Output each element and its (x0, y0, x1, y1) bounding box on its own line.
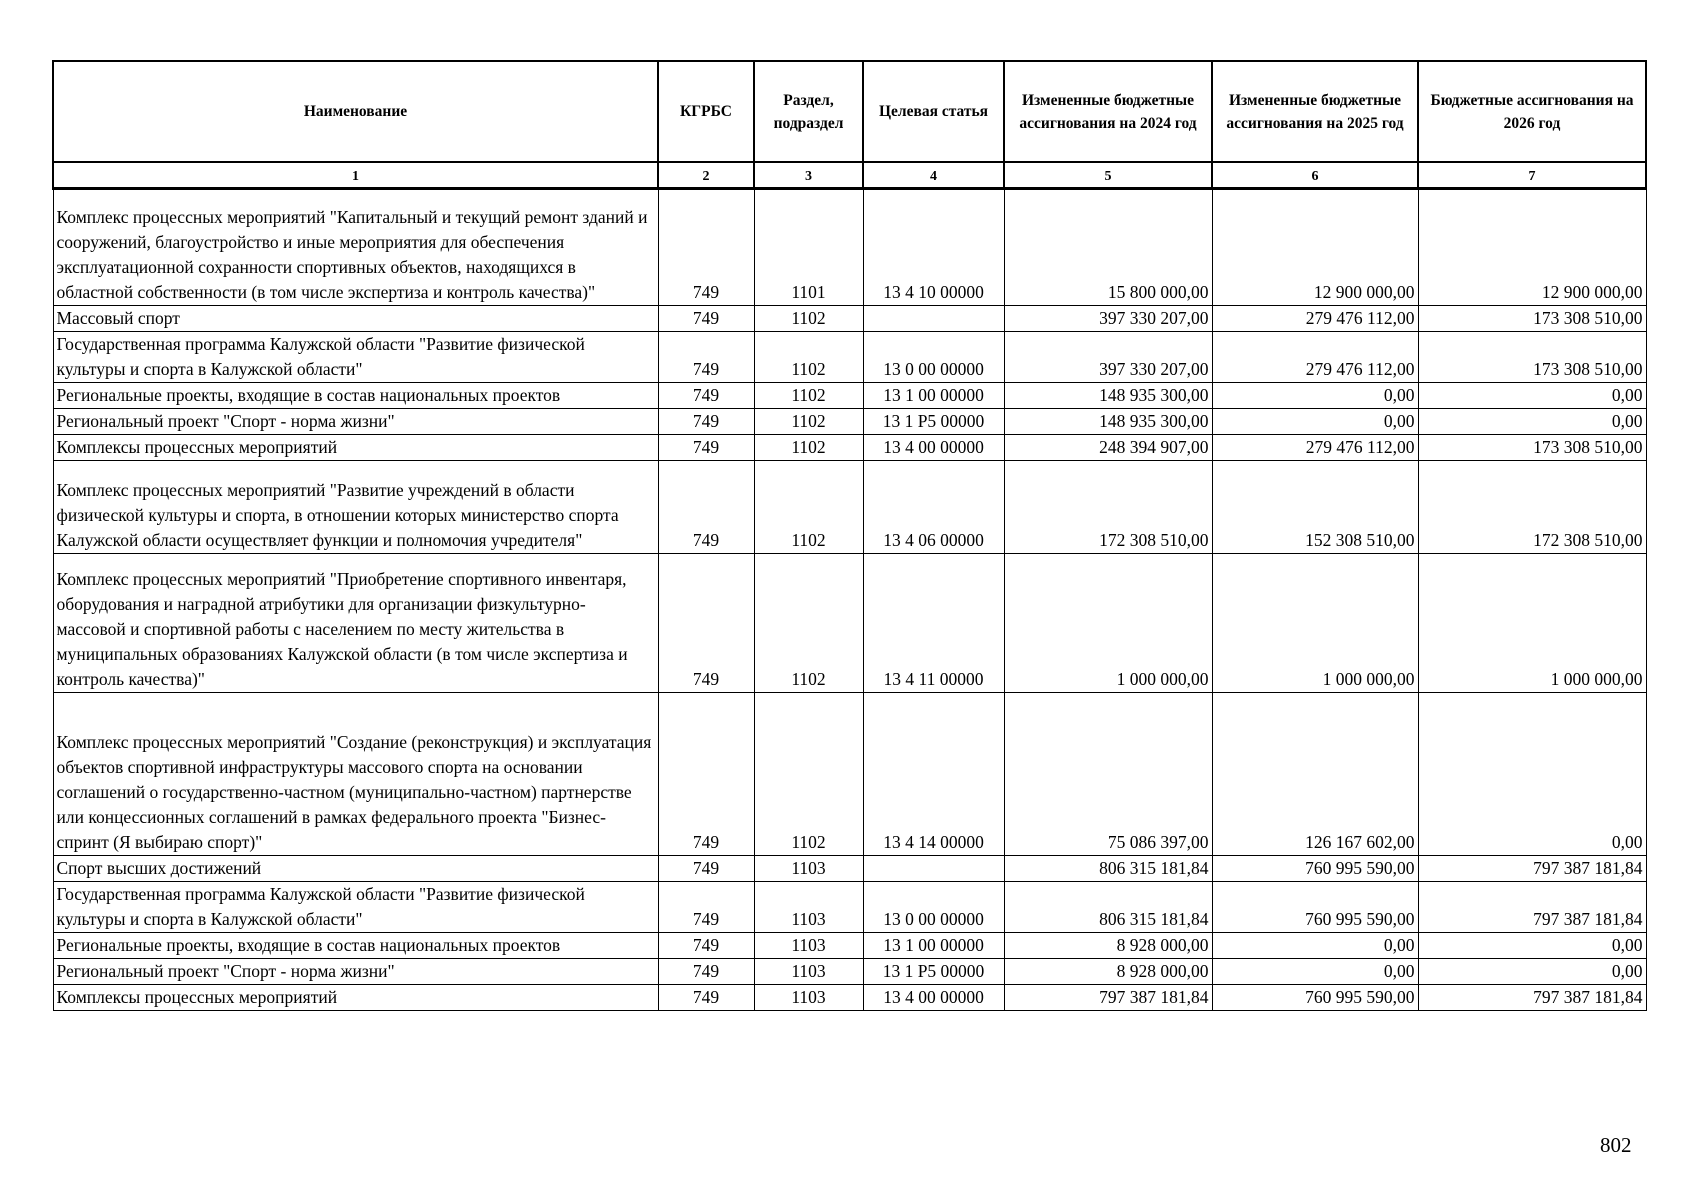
header-2025: Измененные бюджетные ассигнования на 2025 год (1212, 61, 1418, 162)
page-number: 802 (1600, 1133, 1632, 1157)
row-amount-2024: 797 387 181,84 (1004, 985, 1212, 1011)
header-section: Раздел, подраздел (754, 61, 863, 162)
header-2024: Измененные бюджетные ассигнования на 2024 год (1004, 61, 1212, 162)
table-row (53, 554, 1646, 693)
row-target: 13 0 00 00000 (863, 882, 1004, 933)
row-amount-2025: 0,00 (1212, 933, 1418, 959)
row-amount-2026: 173 308 510,00 (1418, 306, 1646, 332)
table-row (53, 435, 1646, 461)
row-amount-2025: 152 308 510,00 (1212, 461, 1418, 554)
row-target: 13 4 14 00000 (863, 693, 1004, 856)
row-amount-2026: 797 387 181,84 (1418, 882, 1646, 933)
table-row (53, 985, 1646, 1011)
row-amount-2024: 148 935 300,00 (1004, 383, 1212, 409)
row-name: Комплекс процессных мероприятий "Приобретение спортивного инвентаря, оборудования и наградной атрибутики для организации физкультурно-массовой и спортивной работы с населением по месту жительства в муниципальных образованиях Калужской области (в том числе экспертиза и контроль качества)" (53, 554, 658, 693)
row-name: Региональные проекты, входящие в состав национальных проектов (53, 933, 658, 959)
row-name: Спорт высших достижений (53, 856, 658, 882)
row-amount-2026: 0,00 (1418, 933, 1646, 959)
row-section: 1103 (754, 882, 863, 933)
header-kgrbs: КГРБС (658, 61, 754, 162)
table-row (53, 693, 1646, 856)
table-row (53, 189, 1646, 306)
row-amount-2024: 806 315 181,84 (1004, 856, 1212, 882)
column-number: 6 (1212, 162, 1418, 189)
row-target (863, 306, 1004, 332)
row-amount-2024: 8 928 000,00 (1004, 959, 1212, 985)
row-amount-2024: 15 800 000,00 (1004, 189, 1212, 306)
row-section: 1102 (754, 461, 863, 554)
row-kgrbs: 749 (658, 435, 754, 461)
row-target: 13 4 11 00000 (863, 554, 1004, 693)
header-row (53, 61, 1646, 162)
row-amount-2024: 1 000 000,00 (1004, 554, 1212, 693)
row-amount-2024: 248 394 907,00 (1004, 435, 1212, 461)
row-amount-2026: 173 308 510,00 (1418, 332, 1646, 383)
table-row (53, 856, 1646, 882)
row-kgrbs: 749 (658, 985, 754, 1011)
row-section: 1103 (754, 959, 863, 985)
row-amount-2026: 172 308 510,00 (1418, 461, 1646, 554)
row-kgrbs: 749 (658, 882, 754, 933)
row-target: 13 4 06 00000 (863, 461, 1004, 554)
row-amount-2026: 173 308 510,00 (1418, 435, 1646, 461)
header-target: Целевая статья (863, 61, 1004, 162)
column-number: 3 (754, 162, 863, 189)
row-amount-2026: 0,00 (1418, 959, 1646, 985)
row-section: 1103 (754, 856, 863, 882)
row-amount-2026: 797 387 181,84 (1418, 985, 1646, 1011)
table-row (53, 332, 1646, 383)
row-name: Комплекс процессных мероприятий "Развитие учреждений в области физической культуры и спорта, в отношении которых министерство спорта Калужской области осуществляет функции и полномочия учредителя" (53, 461, 658, 554)
row-amount-2024: 75 086 397,00 (1004, 693, 1212, 856)
row-name: Региональный проект "Спорт - норма жизни" (53, 409, 658, 435)
row-target: 13 4 10 00000 (863, 189, 1004, 306)
row-amount-2024: 8 928 000,00 (1004, 933, 1212, 959)
row-amount-2025: 279 476 112,00 (1212, 332, 1418, 383)
header-2026: Бюджетные ассигнования на 2026 год (1418, 61, 1646, 162)
row-kgrbs: 749 (658, 409, 754, 435)
row-section: 1102 (754, 435, 863, 461)
row-name: Комплекс процессных мероприятий "Капитальный и текущий ремонт зданий и сооружений, благоустройство и иные мероприятия для обеспечения эксплуатационной сохранности спортивных объектов, находящихся в областной собственности (в том числе экспертиза и контроль качества)" (53, 189, 658, 306)
row-amount-2025: 760 995 590,00 (1212, 985, 1418, 1011)
row-kgrbs: 749 (658, 306, 754, 332)
table-header (53, 61, 1646, 189)
row-kgrbs: 749 (658, 856, 754, 882)
row-amount-2025: 760 995 590,00 (1212, 856, 1418, 882)
row-name: Государственная программа Калужской области "Развитие физической культуры и спорта в Калужской области" (53, 332, 658, 383)
row-target: 13 0 00 00000 (863, 332, 1004, 383)
row-target: 13 4 00 00000 (863, 985, 1004, 1011)
row-target: 13 1 00 00000 (863, 933, 1004, 959)
row-name: Государственная программа Калужской области "Развитие физической культуры и спорта в Калужской области" (53, 882, 658, 933)
row-section: 1102 (754, 383, 863, 409)
budget-table (52, 60, 1647, 1011)
table-row (53, 383, 1646, 409)
table-row (53, 461, 1646, 554)
row-section: 1102 (754, 554, 863, 693)
row-amount-2026: 1 000 000,00 (1418, 554, 1646, 693)
row-amount-2025: 1 000 000,00 (1212, 554, 1418, 693)
row-target: 13 1 P5 00000 (863, 409, 1004, 435)
row-amount-2025: 760 995 590,00 (1212, 882, 1418, 933)
row-kgrbs: 749 (658, 933, 754, 959)
row-target: 13 1 00 00000 (863, 383, 1004, 409)
row-kgrbs: 749 (658, 332, 754, 383)
row-kgrbs: 749 (658, 554, 754, 693)
row-name: Комплекс процессных мероприятий "Создание (реконструкция) и эксплуатация объектов спортивной инфраструктуры массового спорта на основании соглашений о государственно-частном (муниципально-частном) партнерстве или концессионных соглашений в рамках федерального проекта "Бизнес-спринт (Я выбираю спорт)" (53, 693, 658, 856)
row-name: Комплексы процессных мероприятий (53, 985, 658, 1011)
table-row (53, 409, 1646, 435)
row-section: 1102 (754, 693, 863, 856)
row-kgrbs: 749 (658, 693, 754, 856)
row-amount-2025: 279 476 112,00 (1212, 435, 1418, 461)
row-amount-2026: 0,00 (1418, 409, 1646, 435)
row-amount-2026: 12 900 000,00 (1418, 189, 1646, 306)
column-number: 2 (658, 162, 754, 189)
row-amount-2025: 0,00 (1212, 409, 1418, 435)
column-number: 5 (1004, 162, 1212, 189)
row-name: Массовый спорт (53, 306, 658, 332)
row-name: Региональные проекты, входящие в состав национальных проектов (53, 383, 658, 409)
row-amount-2024: 148 935 300,00 (1004, 409, 1212, 435)
row-kgrbs: 749 (658, 959, 754, 985)
row-section: 1103 (754, 985, 863, 1011)
row-amount-2026: 797 387 181,84 (1418, 856, 1646, 882)
row-amount-2024: 397 330 207,00 (1004, 332, 1212, 383)
column-number-row (53, 162, 1646, 189)
column-number: 1 (53, 162, 658, 189)
table-body (53, 189, 1646, 1011)
row-target: 13 4 00 00000 (863, 435, 1004, 461)
row-kgrbs: 749 (658, 461, 754, 554)
row-amount-2024: 172 308 510,00 (1004, 461, 1212, 554)
row-target: 13 1 P5 00000 (863, 959, 1004, 985)
row-name: Региональный проект "Спорт - норма жизни" (53, 959, 658, 985)
row-target (863, 856, 1004, 882)
row-section: 1103 (754, 933, 863, 959)
row-section: 1101 (754, 189, 863, 306)
row-amount-2025: 279 476 112,00 (1212, 306, 1418, 332)
column-number: 4 (863, 162, 1004, 189)
row-amount-2025: 12 900 000,00 (1212, 189, 1418, 306)
table-row (53, 933, 1646, 959)
row-amount-2024: 806 315 181,84 (1004, 882, 1212, 933)
row-kgrbs: 749 (658, 189, 754, 306)
table-row (53, 306, 1646, 332)
column-number: 7 (1418, 162, 1646, 189)
table-row (53, 959, 1646, 985)
row-section: 1102 (754, 332, 863, 383)
table-row (53, 882, 1646, 933)
row-kgrbs: 749 (658, 383, 754, 409)
row-section: 1102 (754, 306, 863, 332)
row-amount-2026: 0,00 (1418, 383, 1646, 409)
row-amount-2025: 0,00 (1212, 383, 1418, 409)
row-amount-2025: 126 167 602,00 (1212, 693, 1418, 856)
row-section: 1102 (754, 409, 863, 435)
row-amount-2025: 0,00 (1212, 959, 1418, 985)
header-name: Наименование (53, 61, 658, 162)
row-amount-2026: 0,00 (1418, 693, 1646, 856)
row-amount-2024: 397 330 207,00 (1004, 306, 1212, 332)
row-name: Комплексы процессных мероприятий (53, 435, 658, 461)
